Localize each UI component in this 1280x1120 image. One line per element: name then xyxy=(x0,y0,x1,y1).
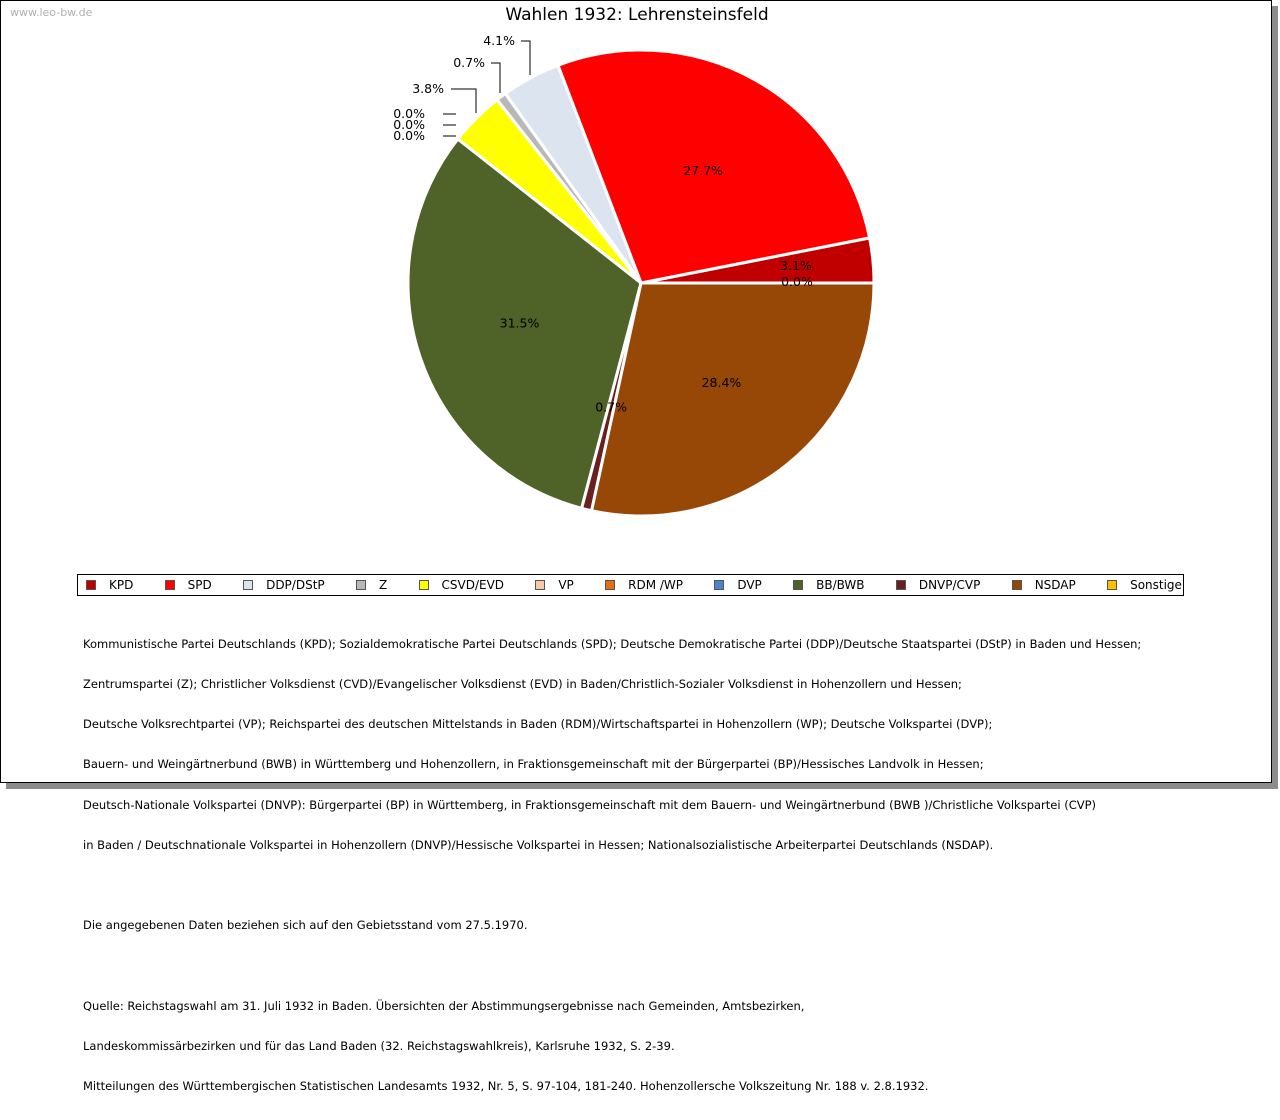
slice-label: 0.0% xyxy=(781,274,813,289)
notes-line: Zentrumspartei (Z); Christlicher Volksdienst (CVD)/Evangelischer Volksdienst (EVD) in Baden/Christlich-Sozialer Volksdienst in Hohenzollern und Hessen; xyxy=(83,677,962,692)
legend-item xyxy=(1107,578,1182,592)
slice-label: 0.0% xyxy=(393,106,425,121)
notes-line: in Baden / Deutschnationale Volkspartei in Hohenzollern (DNVP)/Hessische Volkspartei in Hessen; Nationalsozialistische Arbeiterpartei Deutschlands (NSDAP). xyxy=(83,837,994,852)
legend-swatch xyxy=(714,580,724,590)
notes-line: Bauern- und Weingärtnerbund (BWB) in Württemberg und Hohenzollern, in Fraktionsgemeinschaft mit der Bürgerpartei (BP)/Hessisches Landvolk in Hessen; xyxy=(83,757,984,772)
legend-item xyxy=(419,578,505,592)
legend-label: VP xyxy=(558,578,574,592)
legend-swatch xyxy=(535,580,545,590)
source-line: Quelle: Reichstagswahl am 31. Juli 1932 in Baden. Übersichten der Abstimmungsergebnisse nach Gemeinden, Amtsbezirken, xyxy=(83,998,805,1013)
label-leader-line xyxy=(451,89,476,113)
legend-item xyxy=(714,578,761,592)
chart-title: Wahlen 1932: Lehrensteinsfeld xyxy=(505,5,769,25)
legend-label: BB/BWB xyxy=(816,578,865,592)
slice-label: 0.7% xyxy=(453,55,485,70)
slice-label: 0.0% xyxy=(393,117,425,132)
notes-line: Kommunistische Partei Deutschlands (KPD); Sozialdemokratische Partei Deutschlands (SPD); Deutsche Demokratische Partei (DDP)/Deutsche Staatspartei (DStP) in Baden und Hessen; xyxy=(83,636,1142,651)
slice-label: 0.7% xyxy=(595,399,627,415)
legend-item xyxy=(605,578,683,592)
legend-label: DNVP/CVP xyxy=(918,578,981,592)
legend-label: CSVD/EVD xyxy=(441,578,505,592)
legend-swatch xyxy=(165,580,175,590)
legend-label: Sonstige xyxy=(1130,578,1182,592)
label-leader-line xyxy=(491,63,500,93)
chart-legend xyxy=(77,574,1184,596)
legend-swatch xyxy=(86,580,96,590)
slice-label: 27.7% xyxy=(683,162,723,178)
legend-item xyxy=(793,578,864,592)
pie-chart xyxy=(1,1,1273,561)
legend-swatch xyxy=(793,580,803,590)
notes-line: Deutsche Volksrechtpartei (VP); Reichspartei des deutschen Mittelstands in Baden (RDM)/Wirtschaftspartei in Hohenzollern (WP); Deutsche Volkspartei (DVP); xyxy=(83,717,993,732)
legend-swatch xyxy=(1107,580,1117,590)
legend-swatch xyxy=(419,580,429,590)
legend-label: RDM /WP xyxy=(628,578,683,592)
territory-note: Die angegebenen Daten beziehen sich auf den Gebietsstand vom 27.5.1970. xyxy=(83,918,528,933)
legend-label: NSDAP xyxy=(1034,578,1076,592)
legend-swatch xyxy=(1012,580,1022,590)
legend-label: DDP/DStP xyxy=(266,578,325,592)
legend-item xyxy=(1012,578,1076,592)
notes xyxy=(83,611,1141,1120)
legend-item xyxy=(243,578,325,592)
pie-slice-nsdap xyxy=(592,283,874,516)
legend-item xyxy=(165,578,212,592)
legend-item xyxy=(535,578,573,592)
label-leader-line xyxy=(521,41,530,75)
legend-label: DVP xyxy=(737,578,762,592)
notes-line: Deutsch-Nationale Volkspartei (DNVP): Bürgerpartei (BP) in Württemberg, in Fraktionsgemeinschaft mit dem Bauern- und Weingärtnerbund (BWB )/Christliche Volkspartei (CVP) xyxy=(83,797,1097,812)
slice-label: 4.1% xyxy=(483,33,515,48)
legend-label: Z xyxy=(378,578,388,592)
slice-label: 3.1% xyxy=(780,258,812,273)
legend-swatch xyxy=(896,580,906,590)
legend-swatch xyxy=(243,580,253,590)
watermark: www.leo-bw.de xyxy=(10,6,93,19)
source-line: Mitteilungen des Württembergischen Statistischen Landesamts 1932, Nr. 5, S. 97-104, 181-240. Hohenzollersche Volkszeitung Nr. 188 v. 2.8.1932. xyxy=(83,1079,929,1094)
slice-label: 3.8% xyxy=(412,81,444,96)
legend-item xyxy=(896,578,981,592)
legend-label: SPD xyxy=(187,578,212,592)
legend-swatch xyxy=(356,580,366,590)
slice-label: 0.0% xyxy=(393,128,425,143)
legend-swatch xyxy=(605,580,615,590)
source-line: Landeskommissärbezirken und für das Land Baden (32. Reichstagswahlkreis), Karlsruhe 1932, S. 2-39. xyxy=(83,1038,675,1053)
legend-label: KPD xyxy=(109,578,134,592)
legend-item xyxy=(86,578,133,592)
legend-item xyxy=(356,578,387,592)
slice-label: 31.5% xyxy=(499,315,540,331)
slice-label: 28.4% xyxy=(701,374,742,390)
